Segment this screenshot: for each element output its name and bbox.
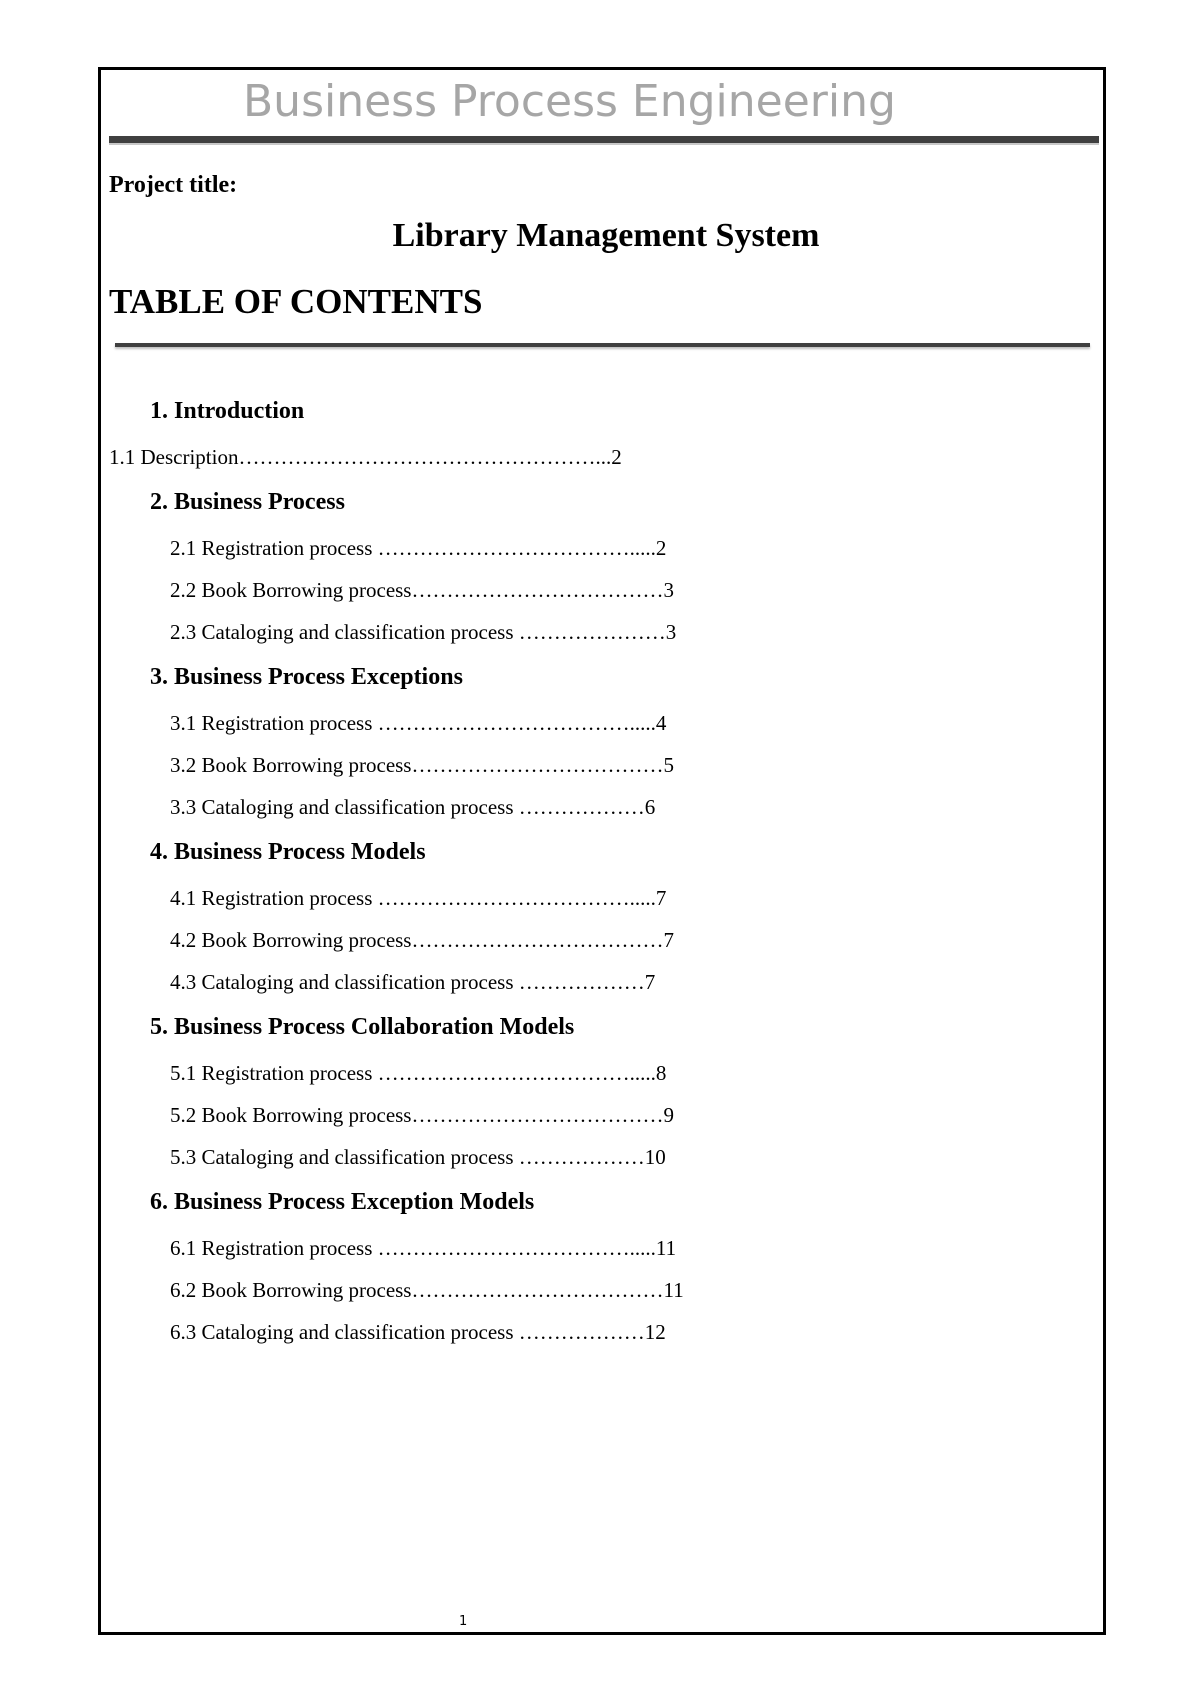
document-header-title: Business Process Engineering <box>243 76 896 127</box>
toc-section-heading: 2. Business Process <box>150 489 345 515</box>
toc-entry[interactable]: 4.2 Book Borrowing process………………………………7 <box>170 928 674 952</box>
toc-section-heading: 4. Business Process Models <box>150 839 426 865</box>
project-title-label: Project title: <box>109 172 238 198</box>
toc-entry[interactable]: 1.1 Description……………………………………………...2 <box>109 445 622 469</box>
toc-entry[interactable]: 6.2 Book Borrowing process………………………………11 <box>170 1278 684 1302</box>
toc-entry[interactable]: 3.3 Cataloging and classification process ………………6 <box>170 795 656 819</box>
project-title: Library Management System <box>392 217 820 254</box>
toc-entry[interactable]: 5.2 Book Borrowing process………………………………9 <box>170 1103 674 1127</box>
toc-section-heading: 3. Business Process Exceptions <box>150 664 463 690</box>
toc-entry[interactable]: 2.3 Cataloging and classification process …………………3 <box>170 620 677 644</box>
toc-section-heading: 1. Introduction <box>150 398 305 424</box>
toc-section-heading: 5. Business Process Collaboration Models <box>150 1014 575 1040</box>
toc-heading: TABLE OF CONTENTS <box>109 282 483 321</box>
page-number: 1 <box>459 1614 468 1629</box>
toc-entry[interactable]: 4.3 Cataloging and classification process ………………7 <box>170 970 656 994</box>
toc-entry[interactable]: 4.1 Registration process ……………………………….....7 <box>170 886 667 910</box>
toc-entry[interactable]: 3.1 Registration process ……………………………….....4 <box>170 711 667 735</box>
toc-entry[interactable]: 2.2 Book Borrowing process………………………………3 <box>170 578 674 602</box>
toc-entry[interactable]: 6.1 Registration process ……………………………….....11 <box>170 1236 677 1260</box>
toc-section-heading: 6. Business Process Exception Models <box>150 1189 535 1215</box>
toc-entry[interactable]: 6.3 Cataloging and classification process ………………12 <box>170 1320 666 1344</box>
toc-entry[interactable]: 2.1 Registration process ……………………………….....2 <box>170 536 667 560</box>
toc-entry[interactable]: 5.1 Registration process ……………………………….....8 <box>170 1061 667 1085</box>
toc-entry[interactable]: 5.3 Cataloging and classification process ………………10 <box>170 1145 666 1169</box>
toc-entry[interactable]: 3.2 Book Borrowing process………………………………5 <box>170 753 674 777</box>
